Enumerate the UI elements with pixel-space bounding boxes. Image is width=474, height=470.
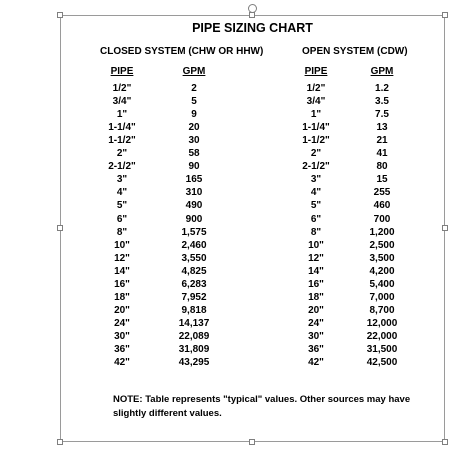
closed-gpm-cell: 90 [188, 161, 200, 173]
closed-pipe-cell: 20" [114, 304, 130, 316]
open-pipe-cell: 1-1/2" [302, 135, 330, 147]
closed-gpm-cell: 9 [191, 109, 197, 121]
open-pipe-cell: 1/2" [306, 83, 326, 94]
closed-gpm-cell: 2 [191, 83, 197, 94]
closed-pipe-cell: 8" [116, 226, 128, 238]
open-pipe-cell: 6" [310, 213, 322, 225]
table-row [0, 240, 474, 254]
closed-gpm-cell: 4,825 [181, 265, 207, 277]
table-row [0, 253, 474, 267]
open-pipe-cell: 1" [310, 109, 322, 121]
open-gpm-cell: 41 [376, 148, 388, 160]
closed-pipe-cell: 3/4" [112, 96, 132, 108]
closed-pipe-cell: 1-1/2" [108, 135, 136, 147]
table-row [0, 148, 474, 162]
closed-gpm-cell: 490 [185, 200, 203, 212]
closed-gpm-cell: 1,575 [181, 226, 207, 238]
closed-pipe-cell: 16" [114, 278, 130, 290]
closed-pipe-header: PIPE [110, 66, 134, 77]
open-gpm-cell: 700 [373, 213, 391, 225]
closed-pipe-cell: 24" [114, 317, 130, 329]
closed-gpm-cell: 6,283 [181, 278, 207, 290]
open-pipe-cell: 20" [308, 304, 324, 316]
table-row [0, 135, 474, 149]
table-row [0, 96, 474, 110]
open-pipe-cell: 4" [310, 187, 322, 199]
open-pipe-cell: 24" [308, 317, 324, 329]
open-gpm-cell: 7.5 [375, 109, 389, 121]
resize-handle-top-right[interactable] [442, 12, 448, 18]
closed-pipe-cell: 3" [116, 174, 128, 186]
closed-pipe-cell: 2-1/2" [108, 161, 136, 173]
open-pipe-cell: 12" [308, 252, 324, 264]
table-row [0, 344, 474, 358]
footnote: NOTE: Table represents "typical" values. Other sources may have slightly different values. [113, 394, 411, 419]
table-row [0, 292, 474, 306]
open-gpm-cell: 22,000 [366, 330, 398, 342]
closed-gpm-cell: 22,089 [178, 330, 210, 342]
table-row [0, 331, 474, 345]
open-pipe-cell: 2" [310, 148, 322, 160]
closed-pipe-cell: 6" [116, 213, 128, 225]
open-gpm-cell: 12,000 [366, 317, 398, 329]
closed-system-heading: CLOSED SYSTEM (CHW OR HHW) [100, 46, 264, 57]
closed-gpm-header: GPM [182, 66, 206, 77]
open-gpm-cell: 42,500 [366, 357, 398, 369]
closed-gpm-cell: 165 [185, 174, 203, 186]
open-gpm-cell: 3,500 [369, 252, 395, 264]
closed-gpm-cell: 14,137 [178, 317, 210, 329]
closed-gpm-cell: 31,809 [178, 344, 210, 355]
open-gpm-cell: 15 [376, 174, 388, 186]
chart-title: PIPE SIZING CHART [192, 21, 313, 35]
open-gpm-cell: 21 [376, 135, 388, 147]
table-row [0, 318, 474, 332]
open-pipe-cell: 5" [310, 200, 322, 212]
closed-gpm-cell: 900 [185, 213, 203, 225]
table-row [0, 83, 474, 97]
open-pipe-cell: 36" [308, 344, 324, 355]
closed-pipe-cell: 4" [116, 187, 128, 199]
resize-handle-top-left[interactable] [57, 12, 63, 18]
table-row [0, 227, 474, 241]
open-gpm-cell: 80 [376, 161, 388, 173]
table-row [0, 109, 474, 123]
closed-gpm-cell: 30 [188, 135, 200, 147]
open-gpm-cell: 31,500 [366, 344, 398, 355]
open-gpm-cell: 4,200 [369, 265, 395, 277]
table-row [0, 161, 474, 175]
closed-gpm-cell: 20 [188, 122, 200, 134]
table-row [0, 187, 474, 201]
open-gpm-cell: 7,000 [369, 291, 395, 303]
open-gpm-header: GPM [370, 66, 394, 77]
open-pipe-cell: 18" [308, 291, 324, 303]
open-gpm-cell: 3.5 [375, 96, 389, 108]
open-gpm-cell: 8,700 [369, 304, 395, 316]
open-pipe-cell: 2-1/2" [302, 161, 330, 173]
closed-pipe-cell: 30" [114, 330, 130, 342]
closed-gpm-cell: 5 [191, 96, 197, 108]
table-row [0, 305, 474, 319]
open-gpm-cell: 5,400 [369, 278, 395, 290]
open-pipe-cell: 42" [308, 357, 324, 369]
closed-gpm-cell: 7,952 [181, 291, 207, 303]
open-gpm-cell: 255 [373, 187, 391, 199]
closed-pipe-cell: 2" [116, 148, 128, 160]
closed-pipe-cell: 5" [116, 200, 128, 212]
open-pipe-cell: 8" [310, 226, 322, 238]
closed-pipe-cell: 12" [114, 252, 130, 264]
closed-gpm-cell: 43,295 [178, 357, 210, 369]
closed-gpm-cell: 58 [188, 148, 200, 160]
open-gpm-cell: 1.2 [375, 83, 389, 94]
table-row [0, 214, 474, 228]
closed-pipe-cell: 14" [114, 265, 130, 277]
open-pipe-cell: 10" [308, 239, 324, 251]
open-pipe-cell: 16" [308, 278, 324, 290]
resize-handle-bottom-right[interactable] [442, 439, 448, 445]
open-pipe-cell: 14" [308, 265, 324, 277]
resize-handle-top-middle[interactable] [249, 12, 255, 18]
open-pipe-cell: 1-1/4" [302, 122, 330, 134]
closed-pipe-cell: 36" [114, 344, 130, 355]
closed-gpm-cell: 9,818 [181, 304, 207, 316]
closed-pipe-cell: 10" [114, 239, 130, 251]
open-pipe-header: PIPE [304, 66, 328, 77]
open-system-heading: OPEN SYSTEM (CDW) [302, 46, 408, 57]
resize-handle-bottom-left[interactable] [57, 439, 63, 445]
table-row [0, 266, 474, 280]
closed-pipe-cell: 42" [114, 357, 130, 369]
closed-pipe-cell: 18" [114, 291, 130, 303]
open-pipe-cell: 3/4" [306, 96, 326, 108]
table-row [0, 279, 474, 293]
resize-handle-bottom-middle[interactable] [249, 439, 255, 445]
closed-pipe-cell: 1" [116, 109, 128, 121]
open-pipe-cell: 3" [310, 174, 322, 186]
closed-gpm-cell: 3,550 [181, 252, 207, 264]
table-row [0, 174, 474, 188]
closed-gpm-cell: 2,460 [181, 239, 207, 251]
open-gpm-cell: 460 [373, 200, 391, 212]
closed-pipe-cell: 1-1/4" [108, 122, 136, 134]
table-row [0, 357, 474, 371]
open-gpm-cell: 13 [376, 122, 388, 134]
open-pipe-cell: 30" [308, 330, 324, 342]
closed-pipe-cell: 1/2" [112, 83, 132, 94]
table-row [0, 122, 474, 136]
closed-gpm-cell: 310 [185, 187, 203, 199]
open-gpm-cell: 2,500 [369, 239, 395, 251]
table-row [0, 200, 474, 214]
open-gpm-cell: 1,200 [369, 226, 395, 238]
